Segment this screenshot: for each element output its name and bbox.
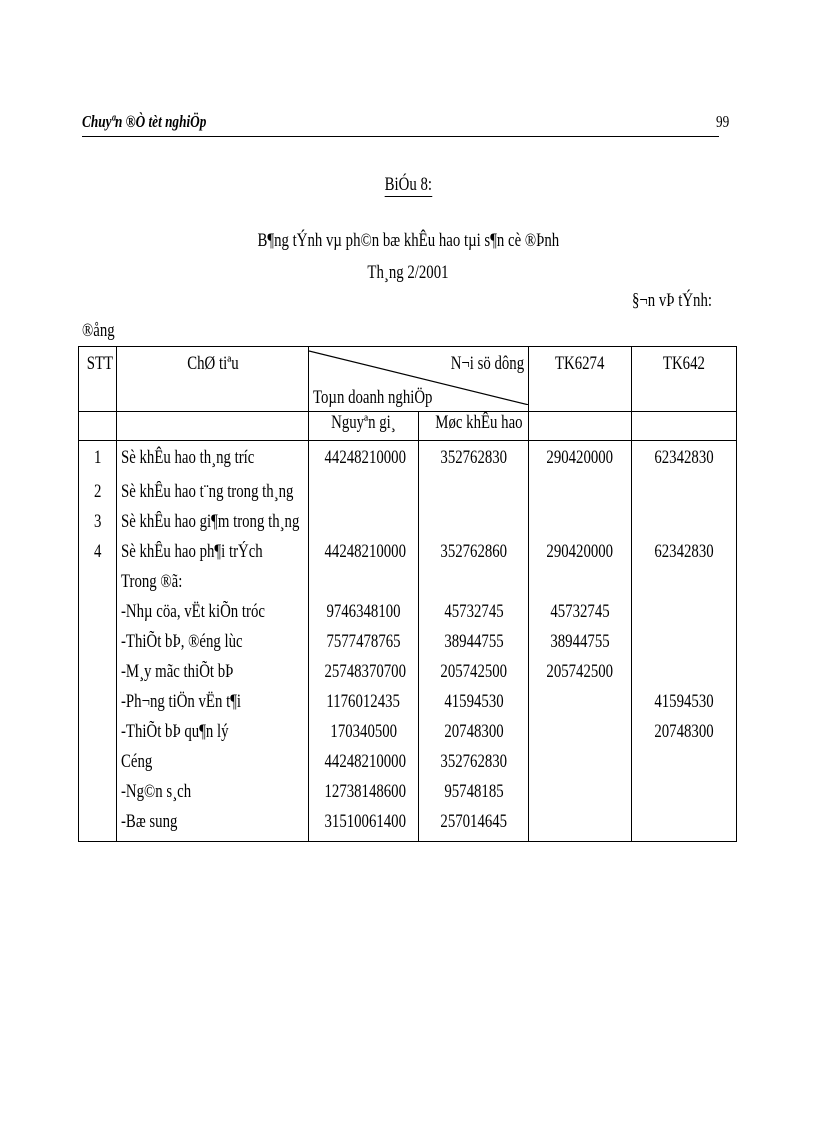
cell-tk642: 62342830 (632, 441, 737, 482)
cell-original-cost (309, 511, 419, 541)
table-row (79, 481, 737, 511)
document-header-title: Chuyªn ®Ò tèt nghiÖp (82, 112, 207, 131)
table-row (79, 781, 737, 811)
cell-indicator: -ThiÕt bÞ qu¶n lý (117, 721, 309, 751)
cell-tk6274: 45732745 (529, 601, 632, 631)
col-header-usage (309, 347, 529, 412)
cell-tk642 (632, 751, 737, 781)
cell-indicator: -Bæ sung (117, 811, 309, 842)
cell-tk642 (632, 571, 737, 601)
cell-indicator: -Ph¬ng tiÖn vËn t¶i (117, 691, 309, 721)
cell-tk6274 (529, 481, 632, 511)
cell-original-cost (309, 481, 419, 511)
table-row (79, 601, 737, 631)
cell-tk642 (632, 601, 737, 631)
cell-tk6274 (529, 571, 632, 601)
cell-original-cost: 1176012435 (309, 691, 419, 721)
cell-tk642: 62342830 (632, 541, 737, 571)
cell-depreciation: 38944755 (419, 631, 529, 661)
cell-tk6274 (529, 721, 632, 751)
table-row (79, 811, 737, 842)
cell-tk6274 (529, 691, 632, 721)
col-header-whole-enterprise: Toµn doanh nghiÖp (313, 387, 433, 408)
cell-stt (79, 571, 117, 601)
header-rule (82, 136, 719, 137)
cell-tk642 (632, 511, 737, 541)
table-row (79, 751, 737, 781)
col-header-indicator: ChØ tiªu (117, 347, 309, 412)
cell-depreciation: 352762830 (419, 441, 529, 482)
cell-tk6274 (529, 781, 632, 811)
depreciation-table (78, 346, 737, 842)
cell-indicator: Sè khÊu hao gi¶m trong th¸ng (117, 511, 309, 541)
cell-indicator: Sè khÊu hao t¨ng trong th¸ng (117, 481, 309, 511)
cell-tk6274 (529, 511, 632, 541)
page-number: 99 (716, 112, 730, 131)
cell-depreciation: 257014645 (419, 811, 529, 842)
table-row (79, 511, 737, 541)
cell-tk642 (632, 781, 737, 811)
cell-depreciation: 20748300 (419, 721, 529, 751)
cell-indicator: Sè khÊu hao ph¶i trÝch (117, 541, 309, 571)
cell-stt: 1 (79, 441, 117, 482)
table-row (79, 631, 737, 661)
cell-depreciation: 41594530 (419, 691, 529, 721)
cell-stt (79, 721, 117, 751)
figure-label: BiÓu 8: (384, 174, 432, 195)
cell-depreciation: 352762830 (419, 751, 529, 781)
table-header-row (79, 347, 737, 412)
col-header-tk642: TK642 (632, 347, 737, 412)
cell-tk6274 (529, 751, 632, 781)
cell-indicator: -ThiÕt bÞ, ®éng lùc (117, 631, 309, 661)
table-row (79, 721, 737, 751)
cell-stt: 2 (79, 481, 117, 511)
cell-stt (79, 781, 117, 811)
cell-original-cost (309, 571, 419, 601)
cell-tk642 (632, 811, 737, 842)
cell-stt (79, 631, 117, 661)
cell-depreciation (419, 571, 529, 601)
cell-tk642 (632, 481, 737, 511)
cell-depreciation (419, 511, 529, 541)
cell-depreciation (419, 481, 529, 511)
cell-original-cost: 31510061400 (309, 811, 419, 842)
cell-depreciation: 95748185 (419, 781, 529, 811)
col-header-original-cost: Nguyªn gi¸ (309, 412, 419, 441)
table-period: Th¸ng 2/2001 (367, 262, 449, 283)
cell-original-cost: 44248210000 (309, 751, 419, 781)
cell-tk642 (632, 631, 737, 661)
table-row (79, 691, 737, 721)
table-row (79, 541, 737, 571)
cell-tk6274: 290420000 (529, 441, 632, 482)
table-row (79, 571, 737, 601)
cell-indicator: Céng (117, 751, 309, 781)
cell-indicator: Trong ®ã: (117, 571, 309, 601)
table-subheader-row (79, 412, 737, 441)
cell-indicator: -M¸y mãc thiÕt bÞ (117, 661, 309, 691)
table-title: B¶ng tÝnh vµ ph©n bæ khÊu hao tµi s¶n cè ®Þnh (257, 230, 559, 251)
cell-original-cost: 9746348100 (309, 601, 419, 631)
cell-tk6274 (529, 811, 632, 842)
subheader-empty-stt (79, 412, 117, 441)
cell-tk642: 20748300 (632, 721, 737, 751)
cell-indicator: -Nhµ cöa, vËt kiÕn tróc (117, 601, 309, 631)
cell-tk642 (632, 661, 737, 691)
cell-depreciation: 352762860 (419, 541, 529, 571)
cell-original-cost: 12738148600 (309, 781, 419, 811)
table-row (79, 661, 737, 691)
cell-stt (79, 811, 117, 842)
cell-tk642: 41594530 (632, 691, 737, 721)
cell-stt (79, 691, 117, 721)
cell-stt: 3 (79, 511, 117, 541)
col-header-tk6274: TK6274 (529, 347, 632, 412)
cell-original-cost: 7577478765 (309, 631, 419, 661)
cell-stt (79, 751, 117, 781)
figure-caption (0, 174, 816, 196)
subheader-empty-tk642 (632, 412, 737, 441)
col-header-stt: STT (79, 347, 117, 412)
cell-original-cost: 44248210000 (309, 441, 419, 482)
table-row (79, 441, 737, 482)
cell-tk6274: 38944755 (529, 631, 632, 661)
col-header-depreciation: Møc khÊu hao (419, 412, 529, 441)
cell-stt (79, 601, 117, 631)
cell-tk6274: 290420000 (529, 541, 632, 571)
cell-depreciation: 205742500 (419, 661, 529, 691)
subheader-empty-indicator (117, 412, 309, 441)
unit-value: ®ång (82, 320, 115, 341)
cell-indicator: -Ng©n s¸ch (117, 781, 309, 811)
cell-original-cost: 170340500 (309, 721, 419, 751)
cell-original-cost: 44248210000 (309, 541, 419, 571)
subheader-empty-tk6274 (529, 412, 632, 441)
col-header-usage-place: N¬i sö dông (450, 353, 524, 374)
cell-stt (79, 661, 117, 691)
cell-tk6274: 205742500 (529, 661, 632, 691)
cell-indicator: Sè khÊu hao th¸ng tríc (117, 441, 309, 482)
cell-original-cost: 25748370700 (309, 661, 419, 691)
cell-stt: 4 (79, 541, 117, 571)
unit-label: §¬n vÞ tÝnh: (632, 290, 712, 311)
cell-depreciation: 45732745 (419, 601, 529, 631)
